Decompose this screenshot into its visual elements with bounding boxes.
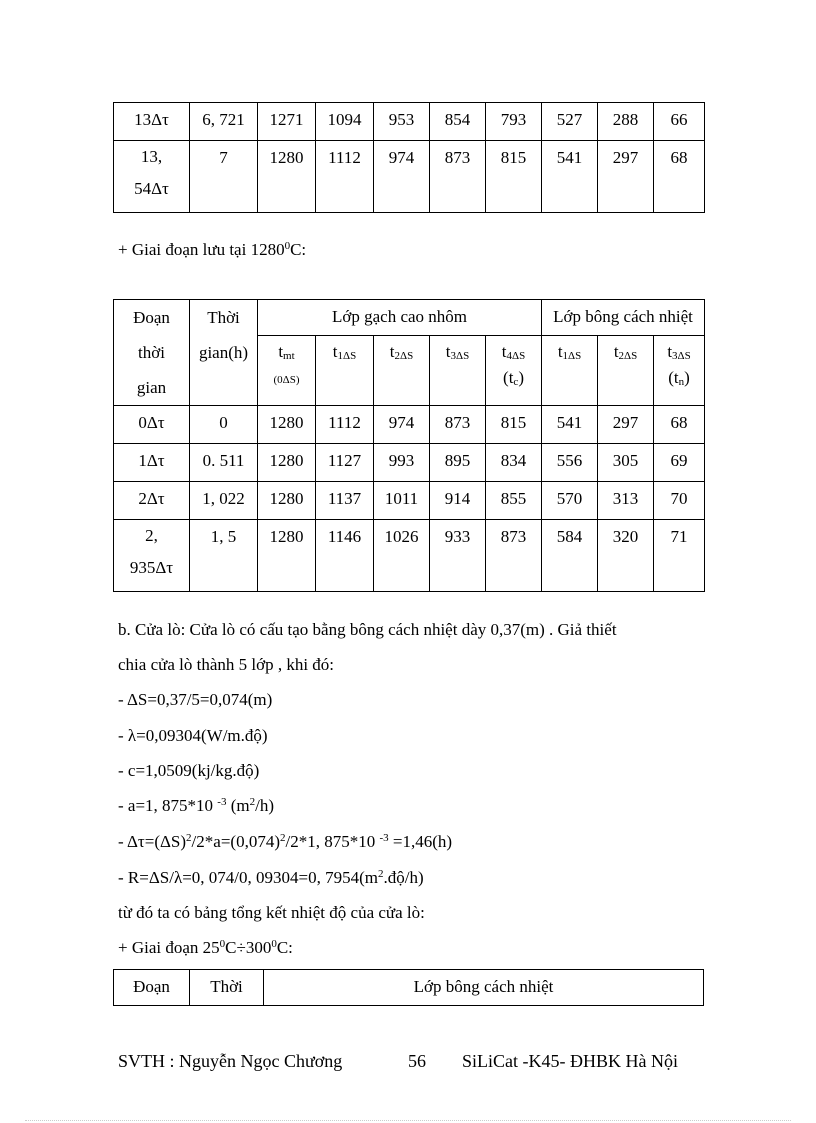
header-thoi-gian: Thời gian(h) [190, 300, 258, 406]
door-temperature-table [113, 969, 704, 1006]
table-row: 1Δτ 0. 511 1280 1127 993 895 834 556 305 69 [114, 444, 705, 482]
formula-a: - a=1, 875*10 $^{-3}$ $(m^2/h)$ [118, 796, 274, 815]
stage-heading-25-300: + Giai đoạn $25^0C\div 300^0C$: [118, 938, 293, 957]
footer-page-number: 56 [408, 1051, 426, 1071]
table-row: 13Δτ 6, 721 1271 1094 953 854 793 527 288 66 [114, 103, 705, 141]
header-lop-gach: Lớp gạch cao nhôm [258, 300, 542, 336]
table-row: 13, 54Δτ 7 1280 1112 974 873 815 541 297 68 [114, 141, 705, 213]
paragraph: b. Cửa lò: Cửa lò có cấu tạo bằng bông cách nhiệt dày 0,37(m) . Giả thiết [118, 620, 617, 639]
stage-heading-1280: + Giai đoạn lưu tại 1280$^0$C: [118, 240, 307, 259]
footer-school: SiLiCat -K45- ĐHBK Hà Nội [462, 1051, 678, 1071]
formula-r: - R=ΔS/λ=0, 074/0, 09304=0, $7954(m^2.độ/h)$ [118, 868, 424, 887]
page-edge [25, 1120, 791, 1121]
table-header-row [114, 300, 705, 336]
table-row: 0Δτ 0 1280 1112 974 873 815 541 297 68 [114, 406, 705, 444]
table-subheader-row: tmt (0ΔS) t1ΔS t2ΔS t3ΔS t4ΔS (tc) t1ΔS t2ΔS t3ΔS (tn) [114, 336, 705, 406]
header-doan: Đoạn thời gian [114, 300, 190, 406]
temperature-table-holding [113, 299, 705, 592]
table-row: 2Δτ 1, 022 1280 1137 1011 914 855 570 313 70 [114, 482, 705, 520]
formula-delta-s: - ΔS=0,37/5=0,074(m) [118, 690, 273, 709]
formula-delta-tau: - $\Delta\tau=(\Delta S)^2/2*a=(0,074)^2/2*1$, 875*10 $^{-3}$ =1,46(h) [118, 832, 453, 851]
formula-c: - c=1,0509(kj/kg.độ) [118, 761, 260, 780]
paragraph: từ đó ta có bảng tổng kết nhiệt độ của cửa lò: [118, 903, 425, 922]
header-lop-bong: Lớp bông cách nhiệt [542, 300, 705, 336]
paragraph: chia cửa lò thành 5 lớp , khi đó: [118, 655, 335, 674]
table-header-row: Đoạn Thời Lớp bông cách nhiệt [114, 970, 704, 1006]
footer-author: SVTH : Nguyễn Ngọc Chương [118, 1051, 343, 1071]
temperature-table-continued [113, 102, 705, 213]
table-row: 2, 935Δτ 1, 5 1280 1146 1026 933 873 584 320 71 [114, 520, 705, 592]
formula-lambda: - λ=0,09304(W/m.độ) [118, 726, 268, 745]
